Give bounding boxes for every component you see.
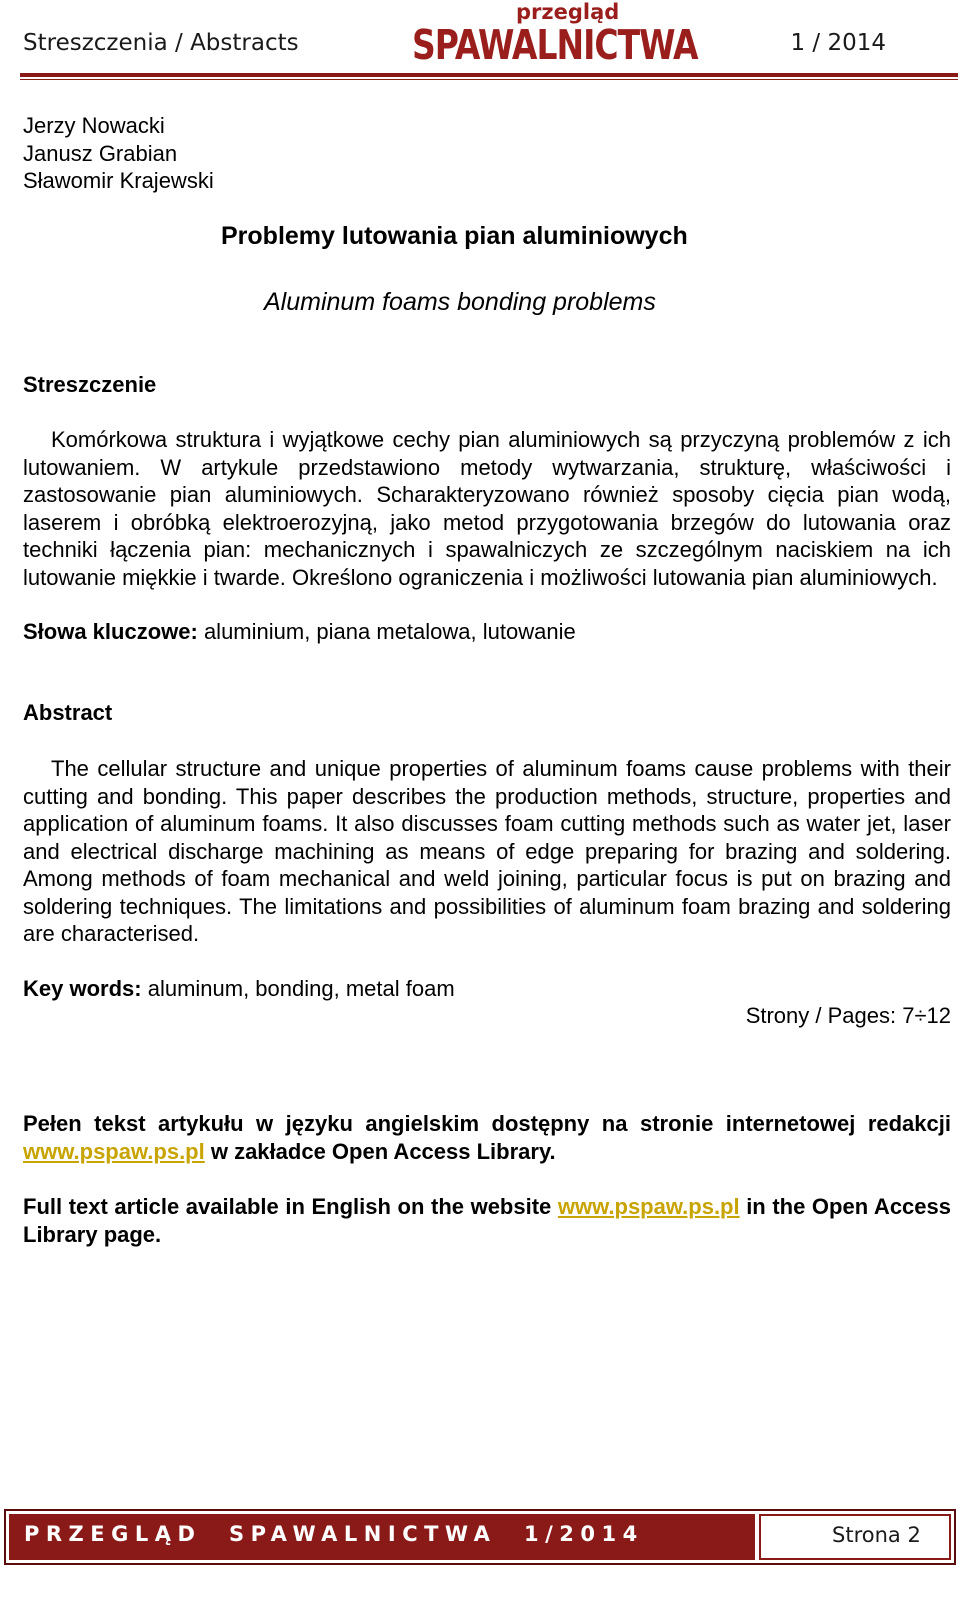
- website-link[interactable]: www.pspaw.ps.pl: [23, 1138, 205, 1164]
- author-name: Sławomir Krajewski: [23, 168, 214, 193]
- streszczenie-text: Komórkowa struktura i wyjątkowe cechy pian aluminiowych są przyczyną problemów z ich lutowaniem. W artykule przedstawiono metody wytwarzania, strukturę, właściwości i zastosowanie pian aluminiowych. Scharakteryzowano również sposoby cięcia pian wodą, laserem i obróbką elektroerozyjną, jako metod przygotowania brzegów do lutowania oraz techniki łączenia pian: mechanicznych i spawalniczych ze szczególnym naciskiem na ich lutowanie miękkie i twarde. Określono ograniczenia i możliwości lutowania pian aluminiowych.: [23, 427, 951, 590]
- keywords-english-label: Key words:: [23, 976, 142, 1001]
- fulltext-note-english: [23, 1193, 951, 1248]
- streszczenie-heading: Streszczenie: [23, 372, 157, 397]
- page-range: Strony / Pages: 7÷12: [745, 1003, 951, 1028]
- author-list: [23, 112, 214, 195]
- footer-journal-issue: PRZEGLĄD SPAWALNICTWA 1/2014: [24, 1522, 644, 1546]
- keywords-english-values: aluminum, bonding, metal foam: [141, 976, 455, 1001]
- author-name: Janusz Grabian: [23, 140, 178, 166]
- note-english-after: in the Open Access Library page.: [23, 1194, 951, 1247]
- header-issue: 1 / 2014: [790, 30, 886, 56]
- fulltext-note-polish: [23, 1110, 951, 1165]
- header-divider-thin: [20, 79, 958, 80]
- title-english: Aluminum foams bonding problems: [264, 288, 656, 316]
- title-polish: Problemy lutowania pian aluminiowych: [221, 222, 688, 250]
- header-section-label: Streszczenia / Abstracts: [23, 30, 299, 56]
- note-polish-after: w zakładce Open Access Library.: [204, 1138, 556, 1164]
- journal-logo: [412, 0, 698, 69]
- keywords-polish-label: Słowa kluczowe:: [23, 619, 198, 644]
- abstract-text: The cellular structure and unique properties of aluminum foams cause problems with their cutting and bonding. This paper describes the production methods, structure, properties and application of aluminum foams. It also discusses foam cutting methods such as water jet, laser and electrical discharge machining as means of edge preparing for brazing and soldering. Among methods of foam mechanical and weld joining, particular focus is put on brazing and soldering techniques. The limitations and possibilities of aluminum foam brazing and soldering are characterised.: [23, 756, 951, 946]
- abstract-heading: Abstract: [23, 700, 113, 725]
- logo-big-text: SPAWALNICTWA: [412, 20, 698, 69]
- keywords-english: [23, 975, 455, 1003]
- footer-page-number: Strona 2: [832, 1523, 921, 1547]
- header-divider: [20, 73, 958, 77]
- keywords-polish: [23, 618, 576, 646]
- keywords-polish-values: aluminium, piana metalowa, lutowanie: [197, 619, 576, 644]
- author-name: Jerzy Nowacki: [23, 113, 165, 138]
- note-english-before: Full text article available in English on the website: [23, 1194, 558, 1219]
- website-link[interactable]: www.pspaw.ps.pl: [557, 1194, 740, 1219]
- note-polish-before: Pełen tekst artykułu w języku angielskim dostępny na stronie internetowej redakcji: [23, 1111, 951, 1136]
- logo-small-text: przegląd: [516, 0, 620, 24]
- streszczenie-body: [23, 426, 951, 591]
- abstract-body: [23, 755, 951, 948]
